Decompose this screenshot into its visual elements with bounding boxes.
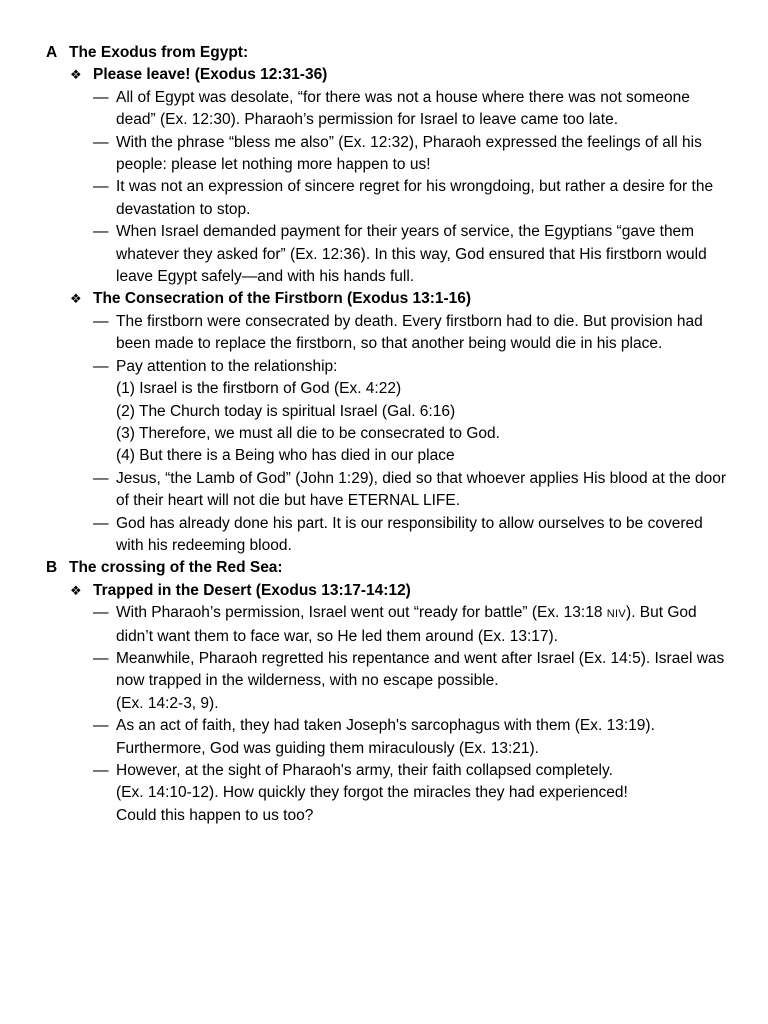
topic-title: Trapped in the Desert (Exodus 13:17-14:12)	[93, 581, 411, 599]
dash-marker: —	[93, 357, 109, 375]
dash-marker: —	[93, 88, 109, 106]
list-item	[93, 356, 728, 468]
dash-marker: —	[93, 604, 109, 622]
diamond-bullet-icon: ❖	[70, 67, 82, 83]
dash-marker: —	[93, 312, 109, 330]
list-item-subline: (Ex. 14:2-3, 9).	[116, 694, 219, 712]
topic-title: The Consecration of the Firstborn (Exodus 13:1-16)	[93, 290, 472, 308]
list-item	[93, 87, 728, 132]
dash-marker: —	[93, 469, 109, 487]
list-item-text: When Israel demanded payment for their years of service, the Egyptians “gave them whatever they asked for” (Ex. 12:36). In this way, God ensured that His firstborn would leave Egypt safely—and with his hands full.	[116, 223, 707, 286]
topic-trapped-in-desert	[69, 580, 728, 827]
list-item-subline: (3) Therefore, we must all die to be consecrated to God.	[116, 424, 500, 442]
list-item-text: As an act of faith, they had taken Joseph's sarcophagus with them (Ex. 13:19). Furthermore, God was guiding them miraculously (Ex. 13:21).	[116, 717, 655, 757]
section-a	[46, 42, 728, 557]
dash-marker: —	[93, 649, 109, 667]
topic-title: Please leave! (Exodus 12:31-36)	[93, 66, 328, 84]
list-item-subline: (Ex. 14:10-12). How quickly they forgot the miracles they had experienced!	[116, 784, 628, 802]
list-item-text: It was not an expression of sincere regret for his wrongdoing, but rather a desire for the devastation to stop.	[116, 178, 714, 218]
list-item	[93, 176, 728, 221]
translation-abbrev: NIV	[606, 608, 627, 621]
section-letter: B	[46, 559, 58, 577]
list-item	[93, 715, 728, 760]
section-title: The Exodus from Egypt:	[69, 44, 249, 61]
list-item-text: With the phrase “bless me also” (Ex. 12:32), Pharaoh expressed the feelings of all his people: please let nothing more happen to us!	[116, 133, 702, 174]
dash-marker: —	[93, 223, 109, 241]
topic-consecration	[69, 288, 728, 557]
list-item-text: However, at the sight of Pharaoh's army, their faith collapsed completely.	[116, 762, 613, 779]
diamond-bullet-icon: ❖	[70, 582, 82, 598]
list-item	[93, 221, 728, 288]
list-item	[93, 602, 728, 648]
list-item-subline: (2) The Church today is spiritual Israel (Gal. 6:16)	[116, 402, 456, 420]
list-item-text: The firstborn were consecrated by death. Every firstborn had to die. But provision had been made to replace the firstborn, so that another being would die in his place.	[116, 312, 703, 353]
section-letter: A	[46, 44, 58, 61]
list-item-text: All of Egypt was desolate, “for there was not a house where there was not someone dead” (Ex. 12:30). Pharaoh’s permission for Israel to leave came too late.	[116, 88, 690, 129]
list-item-text: Pay attention to the relationship:	[116, 357, 338, 375]
list-item	[93, 311, 728, 356]
diamond-bullet-icon: ❖	[70, 291, 82, 307]
dash-marker: —	[93, 717, 109, 735]
list-item-text: With Pharaoh’s permission, Israel went out “ready for battle” (Ex. 13:18 NIV). But God didn’t want them to face war, so He led them around (Ex. 13:17).	[116, 604, 697, 645]
list-item	[93, 132, 728, 177]
dash-marker: —	[93, 762, 109, 779]
list-item-text: God has already done his part. It is our responsibility to allow ourselves to be covered with his redeeming blood.	[116, 514, 703, 554]
list-item	[93, 513, 728, 558]
section-title: The crossing of the Red Sea:	[69, 559, 283, 577]
list-item-text: Jesus, “the Lamb of God” (John 1:29), died so that whoever applies His blood at the door of their heart will not die but have ETERNAL LIFE.	[116, 469, 727, 510]
list-item-text: Meanwhile, Pharaoh regretted his repentance and went after Israel (Ex. 14:5). Israel was now trapped in the wilderness, with no escape possible.	[116, 649, 725, 690]
list-item	[93, 468, 728, 513]
list-item	[93, 648, 728, 715]
list-item-subline: (4) But there is a Being who has died in our place	[116, 447, 455, 465]
section-b	[46, 557, 728, 827]
dash-marker: —	[93, 133, 109, 151]
dash-marker: —	[93, 514, 109, 532]
dash-marker: —	[93, 178, 109, 196]
list-item	[93, 760, 728, 827]
list-item-subline: Could this happen to us too?	[116, 806, 314, 824]
list-item-subline: (1) Israel is the firstborn of God (Ex. 4:22)	[116, 380, 402, 398]
topic-please-leave	[69, 64, 728, 288]
